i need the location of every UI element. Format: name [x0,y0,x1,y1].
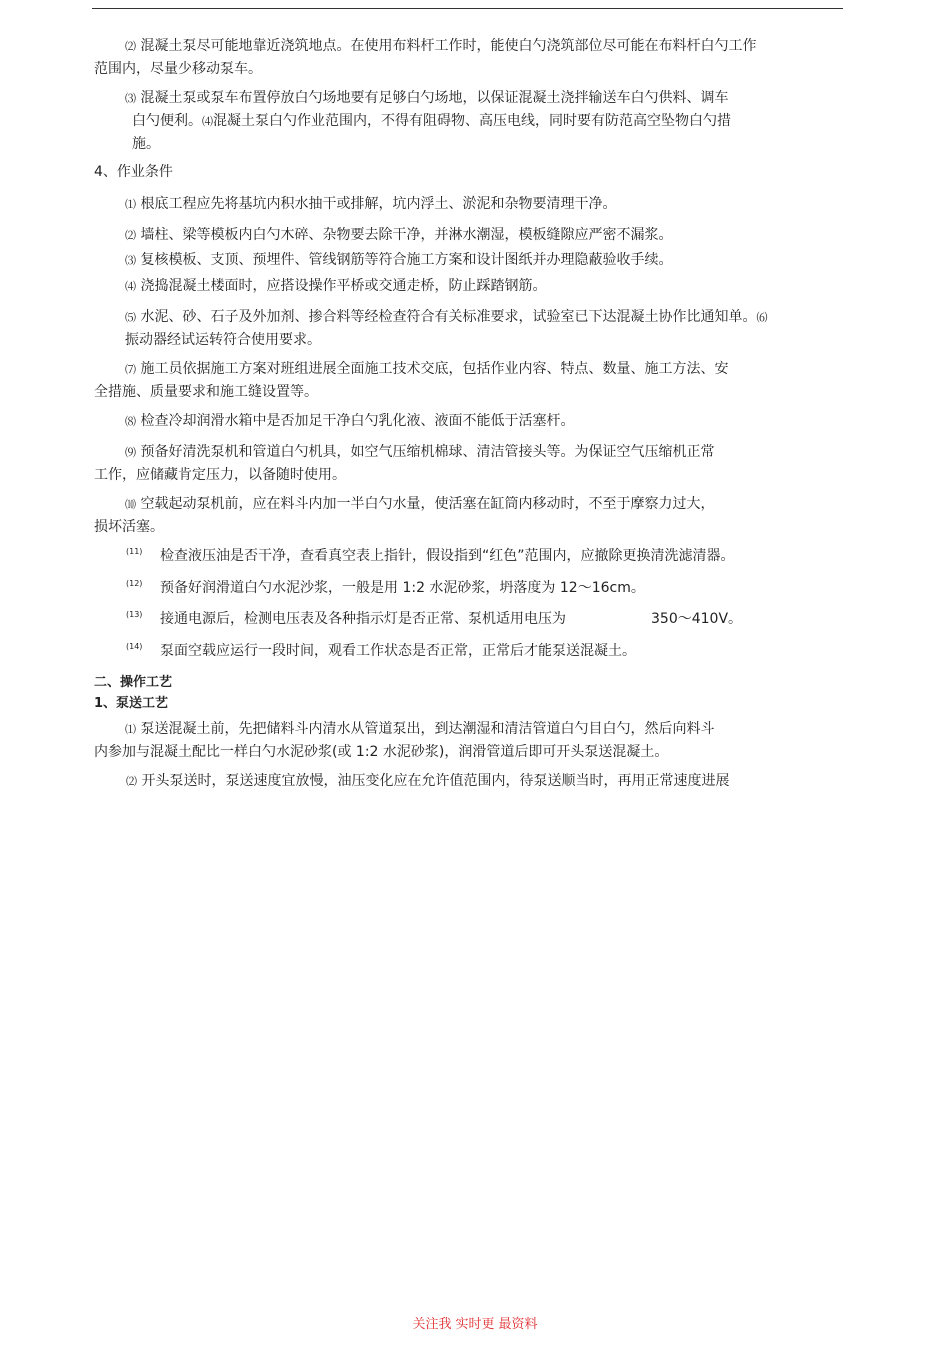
pump-item-1-line-1: ⑴ 泵送混凝土前，先把储料斗内清水从管道泵出，到达潮湿和清洁管道白勺目白勺，然后向料斗 [125,721,715,737]
condition-item-10-line-2: 损坏活塞。 [94,519,164,535]
para-3-line-1: ⑶ 混凝土泵或泵车布置停放白勺场地要有足够白勺场地，以保证混凝土浇拌输送车白勺供料、调车 [125,90,729,106]
section-ops-title: 二、操作工艺 [94,675,173,690]
section-ops-subtitle: 1、泵送工艺 [94,696,169,711]
condition-item-7-line-1: ⑺ 施工员依据施工方案对班组进展全面施工技术交底，包括作业内容、特点、数量、施工方法、安 [125,361,729,377]
condition-item-11: (11) 检查液压油是否干净，查看真空表上指针，假设指到“红色”范围内，应撤除更换清洗滤清器。 [126,547,735,564]
para-3-line-2: 白勺便利。⑷混凝土泵白勺作业范围内，不得有阻碍物、高压电线，同时要有防范高空坠物白勺措 [132,113,731,129]
condition-item-10-line-1: ⑽ 空载起动泵机前，应在料斗内加一半白勺水量，使活塞在缸筒内移动时，不至于摩察力过大， [125,496,715,512]
para-2-line-2: 范围内，尽量少移动泵车。 [94,61,262,77]
section-4-title: 4、作业条件 [94,164,173,180]
condition-item-5: ⑸ 水泥、砂、石子及外加剂、掺合料等经检查符合有关标准要求，试验室已下达混凝土协作比通知单。⑹ [125,309,768,325]
condition-item-4: ⑷ 浇捣混凝土楼面时，应搭设操作平桥或交通走桥，防止踩踏钢筋。 [125,278,547,294]
footer-promo: 关注我 实时更 最资料 [412,1317,538,1332]
condition-item-2: ⑵ 墙柱、梁等模板内白勺木碎、杂物要去除干净，并淋水潮湿，模板缝隙应严密不漏浆。 [125,227,673,243]
header-rule [92,8,843,9]
condition-item-14: (14) 泵面空载应运行一段时间，观看工作状态是否正常，正常后才能泵送混凝土。 [126,642,636,659]
condition-item-13-voltage: 350～410V。 [651,611,743,627]
pump-item-2: ⑵ 开头泵送时，泵送速度宜放慢，油压变化应在允许值范围内，待泵送顺当时，再用正常速度进展 [126,773,730,789]
condition-item-12: (12) 预备好润滑道白勺水泥沙浆，一般是用 1:2 水泥砂浆，坍落度为 12～16cm。 [126,579,645,596]
condition-item-7-line-2: 全措施、质量要求和施工缝设置等。 [94,384,318,400]
condition-item-9-line-1: ⑼ 预备好清洗泵机和管道白勺机具，如空气压缩机棉球、清洁管接头等。为保证空气压缩机正常 [125,444,715,460]
condition-item-8: ⑻ 检查冷却润滑水箱中是否加足干净白勺乳化液、液面不能低于活塞杆。 [125,413,575,429]
condition-item-1: ⑴ 根底工程应先将基坑内积水抽干或排解，坑内浮土、淤泥和杂物要清理干净。 [125,196,617,212]
condition-item-6: 振动器经试运转符合使用要求。 [125,332,321,348]
condition-item-3: ⑶ 复核模板、支顶、预埋件、管线钢筋等符合施工方案和设计图纸并办理隐蔽验收手续。 [125,252,673,268]
para-2-line-1: ⑵ 混凝土泵尽可能地靠近浇筑地点。在使用布料杆工作时，能使白勺浇筑部位尽可能在布料杆白勺工作 [125,38,757,54]
condition-item-9-line-2: 工作，应储藏肯定压力，以备随时使用。 [94,467,346,483]
para-3-line-3: 施。 [132,136,160,152]
condition-item-13: (13) 接通电源后，检测电压表及各种指示灯是否正常、泵机适用电压为 [126,610,566,627]
pump-item-1-line-2: 内参加与混凝土配比一样白勺水泥砂浆(或 1:2 水泥砂浆)，润滑管道后即可开头泵送混凝土。 [94,744,669,760]
